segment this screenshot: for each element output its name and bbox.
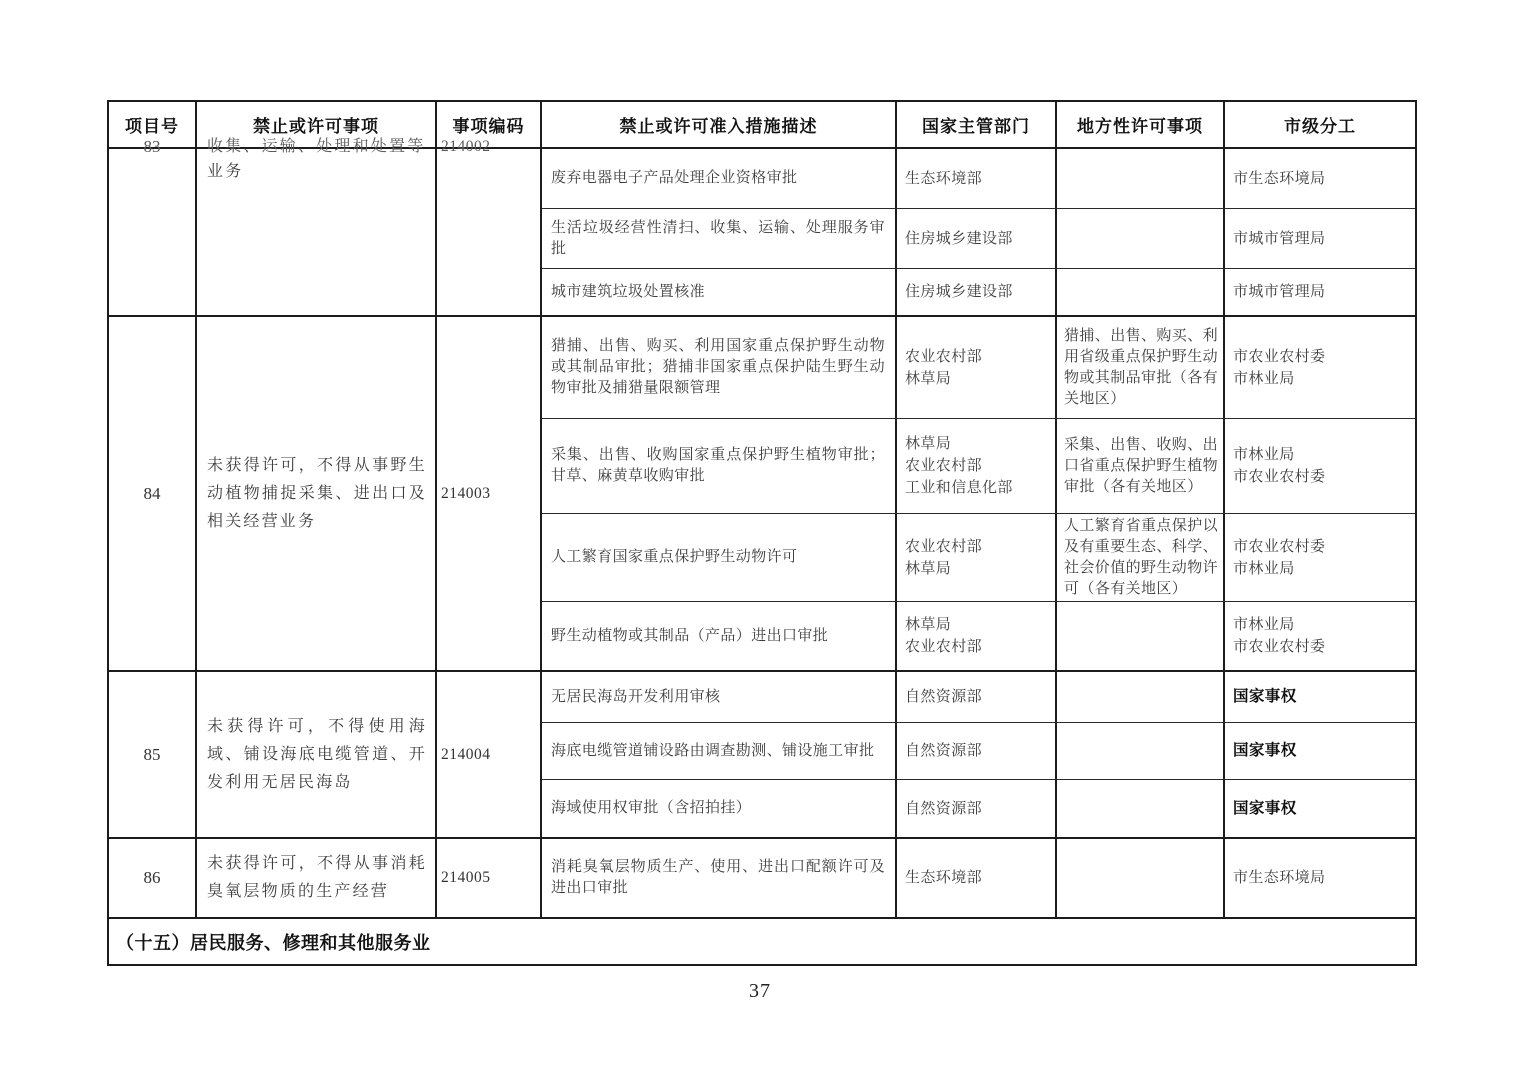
local-permit-cell [1057,672,1225,722]
measure-subrow [542,269,1415,315]
header-cell-1: 禁止或许可事项 [197,102,437,147]
item-code-cell [437,138,542,315]
local-permit-cell [1057,209,1225,268]
subrows-container [542,317,1415,670]
local-permit-cell [1057,419,1225,513]
municipal-division-name: 市农业农村委 [1233,538,1326,555]
local-permit-cell [1057,723,1225,779]
national-dept-list [905,346,982,390]
item-number-cell [109,672,197,837]
item-code: 214005 [441,869,491,886]
national-dept-list [905,614,982,658]
national-dept-name: 生态环境部 [905,170,983,187]
national-dept-list [905,433,1013,499]
local-permit-text: 人工繁育省重点保护以及有重要生态、科学、社会价值的野生动物许可（各有关地区） [1064,517,1219,597]
item-code: 214004 [441,745,491,763]
measure-description-cell [542,149,897,208]
local-permit-cell [1057,149,1225,208]
national-dept-list [905,867,982,889]
municipal-division-list [1233,281,1325,303]
national-dept-list [905,536,982,580]
municipal-division-name: 市林业局 [1233,617,1295,633]
measure-subrow [542,723,1415,780]
subrows-container [542,672,1415,837]
municipal-division-list [1233,168,1325,190]
national-dept-list [905,686,982,708]
municipal-division-name: 市城市管理局 [1233,284,1326,300]
municipal-division-list [1233,798,1297,820]
municipal-division-cell [1225,514,1415,601]
negative-list-table [107,100,1417,966]
municipal-division-list [1233,867,1325,889]
local-permit-text: 猎捕、出售、购买、利用省级重点保护野生动物或其制品审批（各有关地区） [1064,327,1219,407]
local-permit-cell [1057,269,1225,315]
measure-description-text: 无居民海岛开发利用审核 [551,688,721,705]
municipal-division-list [1233,686,1297,708]
national-dept-name: 生态环境部 [905,870,983,886]
clipped-matter-text: 收集、运输、处理和处置等 [207,138,426,155]
matter-text: 未获得许可，不得从事消耗臭氧层物质的生产经营 [207,855,427,900]
measure-subrow [542,780,1415,837]
municipal-division-name: 市城市管理局 [1233,230,1326,247]
measure-description-cell [542,672,897,722]
national-dept-name: 林草局 [905,436,952,452]
national-dept-name: 农业农村部 [905,639,983,655]
local-permit-cell [1057,839,1225,917]
measure-description-text: 猎捕、出售、购买、利用国家重点保护野生动物或其制品审批；猎捕非国家重点保护陆生野生动物审批及捕猎量限额管理 [551,338,885,396]
matter-cell [197,138,437,315]
measure-description-cell [542,317,897,418]
section-footer-label: （十五）居民服务、修理和其他服务业 [116,932,431,953]
municipal-division-name: 市林业局 [1233,560,1295,577]
item-number-cell [109,839,197,917]
municipal-division-list [1233,614,1325,658]
measure-description-cell [542,209,897,268]
municipal-division-name: 市农业农村委 [1233,639,1326,655]
matter-cell [197,672,437,837]
table-body [109,137,1415,919]
national-dept-cell [897,149,1057,208]
measure-description-text: 消耗臭氧层物质生产、使用、进出口配额许可及进出口审批 [551,859,885,896]
national-dept-name: 自然资源部 [905,800,983,817]
measure-description-cell [542,780,897,837]
measure-subrow [542,839,1415,917]
subrows-container [542,839,1415,917]
measure-description-cell [542,514,897,601]
municipal-division-name: 市农业农村委 [1233,469,1326,485]
municipal-division-cell [1225,672,1415,722]
section-footer-row [109,919,1415,964]
municipal-division-name: 市生态环境局 [1233,870,1326,886]
measure-description-cell [542,419,897,513]
header-cell-3: 禁止或许可准入措施描述 [542,102,897,147]
measure-description-text: 野生动植物或其制品（产品）进出口审批 [551,627,829,644]
item-number: 86 [143,868,161,887]
national-dept-cell [897,780,1057,837]
measure-subrow [542,317,1415,419]
national-dept-name: 林草局 [905,617,952,633]
matter-text: 未获得许可，不得使用海域、铺设海底电缆管道、开发利用无居民海岛 [207,717,427,791]
national-dept-cell [897,419,1057,513]
header-cell-0: 项目号 [109,102,197,147]
measure-description-cell [542,723,897,779]
national-dept-cell [897,317,1057,418]
municipal-division-list [1233,228,1325,250]
measure-description-cell [542,269,897,315]
measure-description-cell [542,839,897,917]
measure-description-text: 采集、出售、收购国家重点保护野生植物审批；甘草、麻黄草收购审批 [551,447,885,484]
national-dept-name: 住房城乡建设部 [905,284,1013,300]
header-cell-5: 地方性许可事项 [1057,102,1225,147]
item-code-cell [437,672,542,837]
page-number: 37 [749,980,771,1002]
item-number-cell [109,317,197,670]
table-row [109,839,1415,919]
measure-description-text: 人工繁育国家重点保护野生动物许可 [551,549,798,565]
clipped-item-number [109,137,195,158]
municipal-division-name: 国家事权 [1233,742,1297,759]
municipal-division-cell [1225,780,1415,837]
local-permit-cell [1057,602,1225,670]
municipal-division-list [1233,346,1325,390]
municipal-division-list [1233,536,1325,580]
measure-description-text: 海域使用权审批（含招拍挂） [551,800,752,816]
national-dept-cell [897,514,1057,601]
measure-description-cell [542,602,897,670]
national-dept-list [905,281,1013,303]
header-cell-4: 国家主管部门 [897,102,1057,147]
local-permit-cell [1057,317,1225,418]
matter-text: 未获得许可，不得从事野生动植物捕捉采集、进出口及相关经营业务 [207,456,427,530]
national-dept-name: 自然资源部 [905,743,983,759]
national-dept-list [905,740,982,762]
header-cell-2: 事项编码 [437,102,542,147]
item-code-cell [437,839,542,917]
municipal-division-list [1233,740,1297,762]
measure-description-text: 废弃电器电子产品处理企业资格审批 [551,170,798,186]
national-dept-name: 住房城乡建设部 [905,230,1013,247]
table-row [109,672,1415,839]
local-permit-cell [1057,780,1225,837]
municipal-division-cell [1225,723,1415,779]
national-dept-name: 农业农村部 [905,458,983,474]
national-dept-name: 农业农村部 [905,348,983,365]
item-number-cell [109,137,197,315]
municipal-division-name: 市林业局 [1233,447,1295,463]
measure-subrow [542,514,1415,602]
national-dept-cell [897,723,1057,779]
municipal-division-name: 国家事权 [1233,799,1297,817]
municipal-division-cell [1225,209,1415,268]
national-dept-cell [897,672,1057,722]
local-permit-text: 采集、出售、收购、出口省重点保护野生植物审批（各有关地区） [1064,436,1219,495]
national-dept-list [905,798,982,820]
national-dept-cell [897,269,1057,315]
municipal-division-cell [1225,317,1415,418]
table-row [109,137,1415,317]
municipal-division-cell [1225,839,1415,917]
clipped-item-code [437,138,540,158]
measure-subrow [542,209,1415,269]
table-row [109,317,1415,672]
municipal-division-cell [1225,149,1415,208]
national-dept-cell [897,209,1057,268]
measure-description-text: 海底电缆管道铺设路由调查勘测、铺设施工审批 [551,742,875,759]
matter-cell [197,839,437,917]
measure-subrow [542,149,1415,209]
national-dept-cell [897,839,1057,917]
item-number: 84 [143,483,161,503]
municipal-division-name: 市生态环境局 [1233,170,1326,187]
national-dept-name: 自然资源部 [905,689,983,705]
national-dept-name: 林草局 [905,370,952,387]
measure-description-text: 生活垃圾经营性清扫、收集、运输、处理服务审批 [551,219,885,257]
municipal-division-cell [1225,419,1415,513]
national-dept-list [905,168,982,190]
municipal-division-list [1233,444,1325,488]
matter-text: 业务 [207,163,244,180]
measure-subrow [542,602,1415,670]
national-dept-name: 工业和信息化部 [905,480,1013,496]
clipped-number-text: 83 [143,137,161,156]
municipal-division-cell [1225,269,1415,315]
measure-subrow [542,419,1415,514]
matter-cell [197,317,437,670]
local-permit-cell [1057,514,1225,601]
municipal-division-name: 国家事权 [1233,688,1297,705]
clipped-matter-line [207,138,427,158]
header-cell-6: 市级分工 [1284,117,1356,136]
item-code: 214003 [441,484,491,502]
measure-subrow [542,672,1415,723]
national-dept-name: 农业农村部 [905,538,983,555]
national-dept-name: 林草局 [905,560,952,577]
item-number: 85 [143,744,161,764]
municipal-division-cell [1225,602,1415,670]
subrows-container [542,149,1415,315]
municipal-division-name: 市农业农村委 [1233,348,1326,365]
national-dept-list [905,228,1013,250]
measure-description-text: 城市建筑垃圾处置核准 [551,283,706,300]
clipped-code-text: 214002 [441,138,491,155]
item-code-cell [437,317,542,670]
municipal-division-name: 市林业局 [1233,370,1295,387]
national-dept-cell [897,602,1057,670]
